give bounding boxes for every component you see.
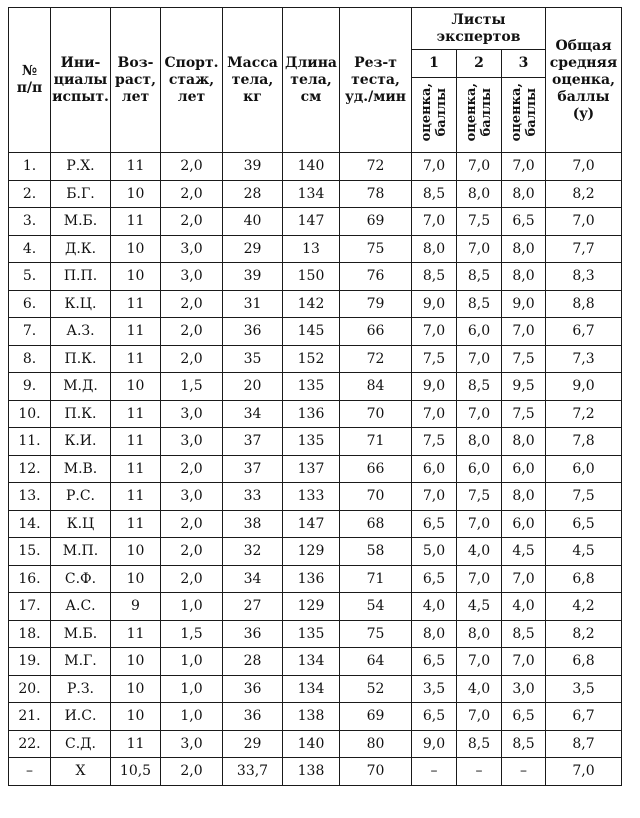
cell-expert-2-score: 4,5 <box>457 593 502 621</box>
cell-length: 138 <box>283 758 340 786</box>
cell-expert-3-score: 7,0 <box>502 565 546 593</box>
cell-num: 4. <box>9 235 51 263</box>
cell-expert-3-score: 9,0 <box>502 290 546 318</box>
cell-mass: 32 <box>223 538 283 566</box>
header-mass: Масса тела, кг <box>223 8 283 153</box>
cell-test-result: 68 <box>340 510 412 538</box>
header-experts: Листы экспертов <box>412 8 546 50</box>
cell-overall-score: 8,3 <box>546 263 622 291</box>
cell-age: 10 <box>111 180 161 208</box>
cell-initials: П.П. <box>51 263 111 291</box>
cell-expert-3-score: 8,0 <box>502 235 546 263</box>
cell-expert-1-score: 7,0 <box>412 483 457 511</box>
table-row <box>9 565 622 593</box>
cell-age: 10 <box>111 648 161 676</box>
cell-expert-1-score: 7,0 <box>412 208 457 236</box>
cell-test-result: 64 <box>340 648 412 676</box>
cell-age: 10 <box>111 675 161 703</box>
cell-expert-2-score: 7,0 <box>457 565 502 593</box>
header-sport-exp: Спорт. стаж, лет <box>161 8 223 153</box>
cell-sport-exp: 3,0 <box>161 428 223 456</box>
cell-expert-2-score: 8,0 <box>457 428 502 456</box>
header-length: Длина тела, см <box>283 8 340 153</box>
cell-overall-score: 7,5 <box>546 483 622 511</box>
cell-sport-exp: 3,0 <box>161 400 223 428</box>
table-row <box>9 373 622 401</box>
cell-sport-exp: 1,0 <box>161 703 223 731</box>
table-row <box>9 290 622 318</box>
cell-initials: С.Д. <box>51 730 111 758</box>
cell-age: 10 <box>111 565 161 593</box>
cell-age: 11 <box>111 730 161 758</box>
cell-age: 10 <box>111 263 161 291</box>
cell-expert-2-score: – <box>457 758 502 786</box>
header-overall: Общая средняя оценка, баллы (y) <box>546 8 622 153</box>
cell-overall-score: 6,8 <box>546 648 622 676</box>
cell-expert-1-score: 9,0 <box>412 373 457 401</box>
cell-overall-score: 6,5 <box>546 510 622 538</box>
table-row <box>9 538 622 566</box>
cell-overall-score: 6,8 <box>546 565 622 593</box>
header-num: № п/п <box>9 8 51 153</box>
cell-length: 138 <box>283 703 340 731</box>
cell-expert-3-score: 6,5 <box>502 703 546 731</box>
cell-overall-score: 7,0 <box>546 153 622 181</box>
cell-test-result: 69 <box>340 208 412 236</box>
cell-expert-1-score: 8,0 <box>412 235 457 263</box>
cell-expert-2-score: 8,0 <box>457 180 502 208</box>
cell-expert-2-score: 4,0 <box>457 538 502 566</box>
table-row <box>9 180 622 208</box>
cell-age: 11 <box>111 208 161 236</box>
cell-overall-score: 7,0 <box>546 208 622 236</box>
cell-length: 147 <box>283 510 340 538</box>
table-row <box>9 483 622 511</box>
cell-sport-exp: 2,0 <box>161 180 223 208</box>
cell-overall-score: 7,0 <box>546 758 622 786</box>
cell-expert-2-score: 7,5 <box>457 483 502 511</box>
cell-overall-score: 8,2 <box>546 180 622 208</box>
cell-mass: 27 <box>223 593 283 621</box>
cell-length: 142 <box>283 290 340 318</box>
cell-mass: 35 <box>223 345 283 373</box>
cell-num: 13. <box>9 483 51 511</box>
table-row <box>9 400 622 428</box>
cell-expert-1-score: 7,0 <box>412 400 457 428</box>
cell-initials: С.Ф. <box>51 565 111 593</box>
header-expert-1-score: оценка, баллы <box>412 78 457 153</box>
cell-overall-score: 4,5 <box>546 538 622 566</box>
cell-test-result: 79 <box>340 290 412 318</box>
cell-expert-2-score: 8,5 <box>457 263 502 291</box>
cell-num: 7. <box>9 318 51 346</box>
cell-num: 6. <box>9 290 51 318</box>
cell-expert-1-score: – <box>412 758 457 786</box>
cell-expert-2-score: 7,0 <box>457 510 502 538</box>
cell-expert-2-score: 8,5 <box>457 290 502 318</box>
cell-expert-2-score: 8,0 <box>457 620 502 648</box>
cell-sport-exp: 2,0 <box>161 538 223 566</box>
table-row <box>9 593 622 621</box>
cell-overall-score: 6,0 <box>546 455 622 483</box>
cell-num: 1. <box>9 153 51 181</box>
cell-overall-score: 3,5 <box>546 675 622 703</box>
cell-num: 17. <box>9 593 51 621</box>
table-row <box>9 455 622 483</box>
cell-num: 21. <box>9 703 51 731</box>
cell-expert-3-score: 8,0 <box>502 263 546 291</box>
cell-num: 10. <box>9 400 51 428</box>
cell-mass: 36 <box>223 675 283 703</box>
cell-mass: 36 <box>223 620 283 648</box>
cell-expert-3-score: 7,0 <box>502 153 546 181</box>
cell-num: 16. <box>9 565 51 593</box>
cell-initials: Р.С. <box>51 483 111 511</box>
cell-initials: М.Б. <box>51 208 111 236</box>
cell-age: 11 <box>111 153 161 181</box>
cell-mass: 29 <box>223 730 283 758</box>
cell-mass: 29 <box>223 235 283 263</box>
cell-length: 140 <box>283 730 340 758</box>
cell-age: 11 <box>111 290 161 318</box>
cell-mass: 40 <box>223 208 283 236</box>
cell-num: 14. <box>9 510 51 538</box>
table-body <box>9 153 622 786</box>
cell-overall-score: 7,3 <box>546 345 622 373</box>
cell-num: 9. <box>9 373 51 401</box>
cell-initials: Б.Г. <box>51 180 111 208</box>
header-initials: Ини- циалы испыт. <box>51 8 111 153</box>
cell-expert-2-score: 7,0 <box>457 235 502 263</box>
cell-initials: А.З. <box>51 318 111 346</box>
cell-test-result: 58 <box>340 538 412 566</box>
cell-test-result: 84 <box>340 373 412 401</box>
table-row <box>9 703 622 731</box>
cell-num: 18. <box>9 620 51 648</box>
cell-length: 134 <box>283 675 340 703</box>
table-row <box>9 620 622 648</box>
cell-num: 12. <box>9 455 51 483</box>
cell-test-result: 78 <box>340 180 412 208</box>
cell-test-result: 69 <box>340 703 412 731</box>
cell-expert-2-score: 6,0 <box>457 318 502 346</box>
cell-length: 140 <box>283 153 340 181</box>
cell-length: 136 <box>283 565 340 593</box>
cell-initials: Д.К. <box>51 235 111 263</box>
cell-expert-3-score: 8,0 <box>502 428 546 456</box>
cell-initials: П.К. <box>51 400 111 428</box>
cell-num: 3. <box>9 208 51 236</box>
cell-mass: 39 <box>223 263 283 291</box>
cell-expert-2-score: 7,0 <box>457 345 502 373</box>
cell-age: 11 <box>111 318 161 346</box>
header-test-result: Рез-т теста, уд./мин <box>340 8 412 153</box>
cell-age: 11 <box>111 428 161 456</box>
cell-test-result: 70 <box>340 483 412 511</box>
cell-expert-3-score: 3,0 <box>502 675 546 703</box>
cell-age: 10 <box>111 373 161 401</box>
cell-test-result: 72 <box>340 345 412 373</box>
cell-initials: Р.З. <box>51 675 111 703</box>
cell-initials: П.К. <box>51 345 111 373</box>
cell-age: 9 <box>111 593 161 621</box>
cell-num: – <box>9 758 51 786</box>
cell-initials: Р.Х. <box>51 153 111 181</box>
cell-num: 19. <box>9 648 51 676</box>
cell-length: 145 <box>283 318 340 346</box>
cell-mass: 20 <box>223 373 283 401</box>
header-age: Воз- раст, лет <box>111 8 161 153</box>
cell-sport-exp: 1,0 <box>161 593 223 621</box>
cell-sport-exp: 1,0 <box>161 648 223 676</box>
cell-num: 8. <box>9 345 51 373</box>
cell-age: 10 <box>111 703 161 731</box>
cell-expert-3-score: 6,0 <box>502 510 546 538</box>
table-row <box>9 648 622 676</box>
cell-mass: 36 <box>223 318 283 346</box>
cell-initials: М.Д. <box>51 373 111 401</box>
cell-length: 129 <box>283 593 340 621</box>
cell-expert-3-score: 9,5 <box>502 373 546 401</box>
cell-age: 11 <box>111 510 161 538</box>
cell-length: 137 <box>283 455 340 483</box>
cell-expert-1-score: 8,5 <box>412 180 457 208</box>
cell-test-result: 54 <box>340 593 412 621</box>
cell-sport-exp: 1,5 <box>161 620 223 648</box>
cell-expert-2-score: 4,0 <box>457 675 502 703</box>
cell-test-result: 75 <box>340 620 412 648</box>
cell-overall-score: 9,0 <box>546 373 622 401</box>
table-row <box>9 510 622 538</box>
cell-mass: 33,7 <box>223 758 283 786</box>
cell-sport-exp: 2,0 <box>161 455 223 483</box>
cell-test-result: 66 <box>340 318 412 346</box>
cell-expert-1-score: 8,0 <box>412 620 457 648</box>
cell-expert-3-score: 8,5 <box>502 730 546 758</box>
cell-test-result: 76 <box>340 263 412 291</box>
cell-sport-exp: 2,0 <box>161 510 223 538</box>
cell-sport-exp: 3,0 <box>161 483 223 511</box>
cell-expert-1-score: 6,5 <box>412 648 457 676</box>
cell-expert-1-score: 9,0 <box>412 290 457 318</box>
data-table <box>8 7 622 786</box>
header-expert-2: 2 <box>457 50 502 78</box>
cell-mass: 37 <box>223 455 283 483</box>
cell-sport-exp: 2,0 <box>161 153 223 181</box>
cell-length: 134 <box>283 648 340 676</box>
table-row <box>9 235 622 263</box>
cell-length: 129 <box>283 538 340 566</box>
cell-test-result: 52 <box>340 675 412 703</box>
cell-overall-score: 7,7 <box>546 235 622 263</box>
cell-num: 15. <box>9 538 51 566</box>
cell-sport-exp: 2,0 <box>161 208 223 236</box>
table-row <box>9 345 622 373</box>
table-row <box>9 675 622 703</box>
cell-initials: М.Б. <box>51 620 111 648</box>
cell-mass: 36 <box>223 703 283 731</box>
table-row <box>9 318 622 346</box>
cell-overall-score: 7,8 <box>546 428 622 456</box>
cell-overall-score: 6,7 <box>546 703 622 731</box>
cell-initials: К.И. <box>51 428 111 456</box>
cell-mass: 28 <box>223 648 283 676</box>
cell-num: 20. <box>9 675 51 703</box>
cell-age: 11 <box>111 400 161 428</box>
table-row <box>9 730 622 758</box>
cell-expert-1-score: 9,0 <box>412 730 457 758</box>
cell-age: 10 <box>111 538 161 566</box>
cell-length: 135 <box>283 620 340 648</box>
cell-mass: 39 <box>223 153 283 181</box>
cell-expert-1-score: 6,0 <box>412 455 457 483</box>
cell-expert-1-score: 7,0 <box>412 318 457 346</box>
cell-expert-1-score: 7,0 <box>412 153 457 181</box>
cell-expert-3-score: 8,5 <box>502 620 546 648</box>
cell-test-result: 80 <box>340 730 412 758</box>
cell-expert-1-score: 5,0 <box>412 538 457 566</box>
cell-length: 13 <box>283 235 340 263</box>
cell-initials: М.В. <box>51 455 111 483</box>
cell-initials: И.С. <box>51 703 111 731</box>
cell-overall-score: 8,7 <box>546 730 622 758</box>
cell-age: 11 <box>111 620 161 648</box>
cell-expert-1-score: 6,5 <box>412 565 457 593</box>
cell-initials: К.Ц <box>51 510 111 538</box>
cell-overall-score: 6,7 <box>546 318 622 346</box>
cell-sport-exp: 3,0 <box>161 263 223 291</box>
cell-sport-exp: 2,0 <box>161 758 223 786</box>
cell-expert-2-score: 7,0 <box>457 400 502 428</box>
cell-expert-2-score: 8,5 <box>457 373 502 401</box>
cell-length: 133 <box>283 483 340 511</box>
cell-expert-2-score: 7,0 <box>457 648 502 676</box>
table-row <box>9 263 622 291</box>
table-container <box>8 7 622 786</box>
cell-sport-exp: 2,0 <box>161 565 223 593</box>
cell-initials: Х <box>51 758 111 786</box>
cell-mass: 34 <box>223 400 283 428</box>
cell-expert-2-score: 7,0 <box>457 153 502 181</box>
cell-age: 11 <box>111 455 161 483</box>
cell-length: 147 <box>283 208 340 236</box>
cell-expert-3-score: 6,0 <box>502 455 546 483</box>
cell-length: 135 <box>283 373 340 401</box>
cell-expert-3-score: 7,0 <box>502 318 546 346</box>
cell-mass: 28 <box>223 180 283 208</box>
cell-sport-exp: 2,0 <box>161 318 223 346</box>
cell-sport-exp: 2,0 <box>161 345 223 373</box>
cell-sport-exp: 3,0 <box>161 730 223 758</box>
cell-sport-exp: 1,0 <box>161 675 223 703</box>
cell-length: 150 <box>283 263 340 291</box>
cell-mass: 37 <box>223 428 283 456</box>
cell-test-result: 75 <box>340 235 412 263</box>
cell-test-result: 71 <box>340 428 412 456</box>
cell-mass: 34 <box>223 565 283 593</box>
cell-num: 11. <box>9 428 51 456</box>
cell-overall-score: 8,2 <box>546 620 622 648</box>
cell-expert-1-score: 7,5 <box>412 428 457 456</box>
cell-length: 136 <box>283 400 340 428</box>
cell-expert-3-score: – <box>502 758 546 786</box>
cell-mass: 38 <box>223 510 283 538</box>
cell-expert-1-score: 8,5 <box>412 263 457 291</box>
cell-length: 135 <box>283 428 340 456</box>
cell-expert-1-score: 6,5 <box>412 703 457 731</box>
cell-overall-score: 4,2 <box>546 593 622 621</box>
cell-initials: А.С. <box>51 593 111 621</box>
cell-expert-3-score: 7,5 <box>502 345 546 373</box>
cell-expert-2-score: 6,0 <box>457 455 502 483</box>
cell-num: 5. <box>9 263 51 291</box>
cell-sport-exp: 1,5 <box>161 373 223 401</box>
cell-test-result: 66 <box>340 455 412 483</box>
cell-test-result: 71 <box>340 565 412 593</box>
cell-length: 152 <box>283 345 340 373</box>
cell-expert-3-score: 4,0 <box>502 593 546 621</box>
cell-expert-1-score: 3,5 <box>412 675 457 703</box>
cell-expert-3-score: 6,5 <box>502 208 546 236</box>
table-row <box>9 758 622 786</box>
cell-expert-3-score: 4,5 <box>502 538 546 566</box>
cell-age: 10 <box>111 235 161 263</box>
header-expert-3-score: оценка, баллы <box>502 78 546 153</box>
table-row <box>9 153 622 181</box>
table-row <box>9 428 622 456</box>
header-expert-1: 1 <box>412 50 457 78</box>
cell-num: 22. <box>9 730 51 758</box>
cell-num: 2. <box>9 180 51 208</box>
cell-initials: К.Ц. <box>51 290 111 318</box>
header-expert-3: 3 <box>502 50 546 78</box>
cell-expert-3-score: 8,0 <box>502 180 546 208</box>
cell-overall-score: 7,2 <box>546 400 622 428</box>
cell-overall-score: 8,8 <box>546 290 622 318</box>
cell-sport-exp: 2,0 <box>161 290 223 318</box>
cell-expert-1-score: 6,5 <box>412 510 457 538</box>
cell-test-result: 70 <box>340 400 412 428</box>
cell-mass: 33 <box>223 483 283 511</box>
cell-mass: 31 <box>223 290 283 318</box>
cell-length: 134 <box>283 180 340 208</box>
cell-age: 10,5 <box>111 758 161 786</box>
cell-expert-2-score: 7,5 <box>457 208 502 236</box>
cell-expert-1-score: 4,0 <box>412 593 457 621</box>
table-row <box>9 208 622 236</box>
cell-test-result: 70 <box>340 758 412 786</box>
cell-initials: М.П. <box>51 538 111 566</box>
cell-age: 11 <box>111 345 161 373</box>
cell-expert-3-score: 8,0 <box>502 483 546 511</box>
cell-initials: М.Г. <box>51 648 111 676</box>
cell-age: 11 <box>111 483 161 511</box>
cell-sport-exp: 3,0 <box>161 235 223 263</box>
cell-test-result: 72 <box>340 153 412 181</box>
cell-expert-1-score: 7,5 <box>412 345 457 373</box>
cell-expert-3-score: 7,5 <box>502 400 546 428</box>
cell-expert-2-score: 8,5 <box>457 730 502 758</box>
cell-expert-2-score: 7,0 <box>457 703 502 731</box>
header-expert-2-score: оценка, баллы <box>457 78 502 153</box>
cell-expert-3-score: 7,0 <box>502 648 546 676</box>
